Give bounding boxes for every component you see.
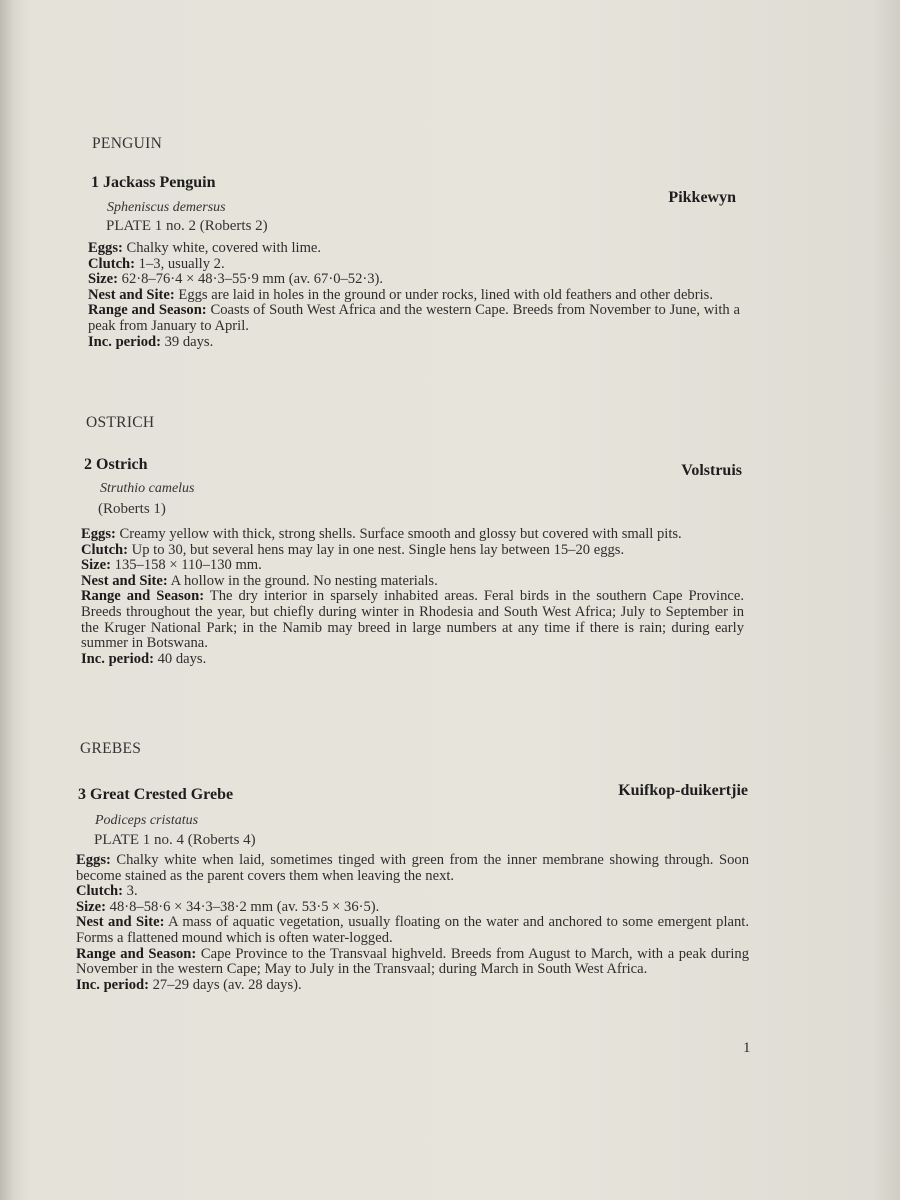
species-details xyxy=(76,853,749,993)
afrikaans-name: Kuifkop-duikertjie xyxy=(618,782,748,799)
species-name: Ostrich xyxy=(96,456,148,473)
afrikaans-name: Pikkewyn xyxy=(668,189,736,206)
species-name: Great Crested Grebe xyxy=(90,786,234,803)
species-name: Jackass Penguin xyxy=(103,174,216,191)
group-heading: OSTRICH xyxy=(86,414,155,431)
plate-reference: (Roberts 1) xyxy=(98,501,166,517)
species-details xyxy=(88,241,740,350)
field-range-season: Range and Season: Cape Province to the Transvaal highveld. Breeds from August to March, with a peak during November in the western Cape; May to July in the Transvaal; during March in South West Africa. xyxy=(76,945,749,978)
field-inc-period: Inc. period: 39 days. xyxy=(88,333,214,350)
scientific-name: Podiceps cristatus xyxy=(95,813,199,828)
field-clutch: Clutch: 3. xyxy=(76,883,138,900)
field-range-season: Range and Season: The dry interior in sparsely inhabited areas. Feral birds in the southern Cape Province. Breeds throughout the year, but chiefly during winter in Rhodesia and South West Africa; July to September in the Kruger National Park; in the Namib may breed in large numbers at any time if there is rain; during early summer in Botswana. xyxy=(81,588,744,652)
species-number: 2 xyxy=(84,456,92,473)
field-nest-site: Nest and Site: A mass of aquatic vegetation, usually floating on the water and anchored to some emergent plant. Forms a flattened mound which is often water-logged. xyxy=(76,914,749,946)
scientific-name: Spheniscus demersus xyxy=(107,200,226,215)
field-eggs: Eggs: Chalky white when laid, sometimes tinged with green from the inner membrane showing through. Soon become stained as the parent covers them when leaving the next. xyxy=(76,852,749,884)
species-number: 1 xyxy=(91,174,99,191)
group-heading: GREBES xyxy=(80,740,142,757)
plate-reference: PLATE 1 no. 2 (Roberts 2) xyxy=(106,218,268,234)
field-inc-period: Inc. period: 40 days. xyxy=(81,650,207,667)
field-nest-site: Nest and Site: Eggs are laid in holes in the ground or under rocks, lined with old feathers and other debris. xyxy=(88,286,713,303)
field-size: Size: 48·8–58·6 × 34·3–38·2 mm (av. 53·5 × 36·5). xyxy=(76,898,380,915)
scientific-name: Struthio camelus xyxy=(100,481,195,496)
afrikaans-name: Volstruis xyxy=(681,462,742,479)
species-title xyxy=(91,174,215,192)
field-size: Size: 135–158 × 110–130 mm. xyxy=(81,557,262,574)
field-nest-site: Nest and Site: A hollow in the ground. No nesting materials. xyxy=(81,572,438,589)
field-inc-period: Inc. period: 27–29 days (av. 28 days). xyxy=(76,976,302,993)
field-size: Size: 62·8–76·4 × 48·3–55·9 mm (av. 67·0–52·3). xyxy=(88,271,384,288)
field-clutch: Clutch: 1–3, usually 2. xyxy=(88,255,225,272)
field-eggs: Eggs: Chalky white, covered with lime. xyxy=(88,240,322,256)
species-details xyxy=(81,527,744,667)
species-number: 3 xyxy=(78,786,86,803)
field-eggs: Eggs: Creamy yellow with thick, strong shells. Surface smooth and glossy but covered with small pits. xyxy=(81,526,682,542)
species-title xyxy=(78,786,233,804)
field-range-season: Range and Season: Coasts of South West Africa and the western Cape. Breeds from November to June, with a peak from January to April. xyxy=(88,302,740,334)
plate-reference: PLATE 1 no. 4 (Roberts 4) xyxy=(94,832,256,848)
page-number: 1 xyxy=(743,1040,751,1056)
field-clutch: Clutch: Up to 30, but several hens may lay in one nest. Single hens lay between 15–20 eggs. xyxy=(81,541,625,558)
group-heading: PENGUIN xyxy=(92,135,163,152)
species-title xyxy=(84,456,148,474)
